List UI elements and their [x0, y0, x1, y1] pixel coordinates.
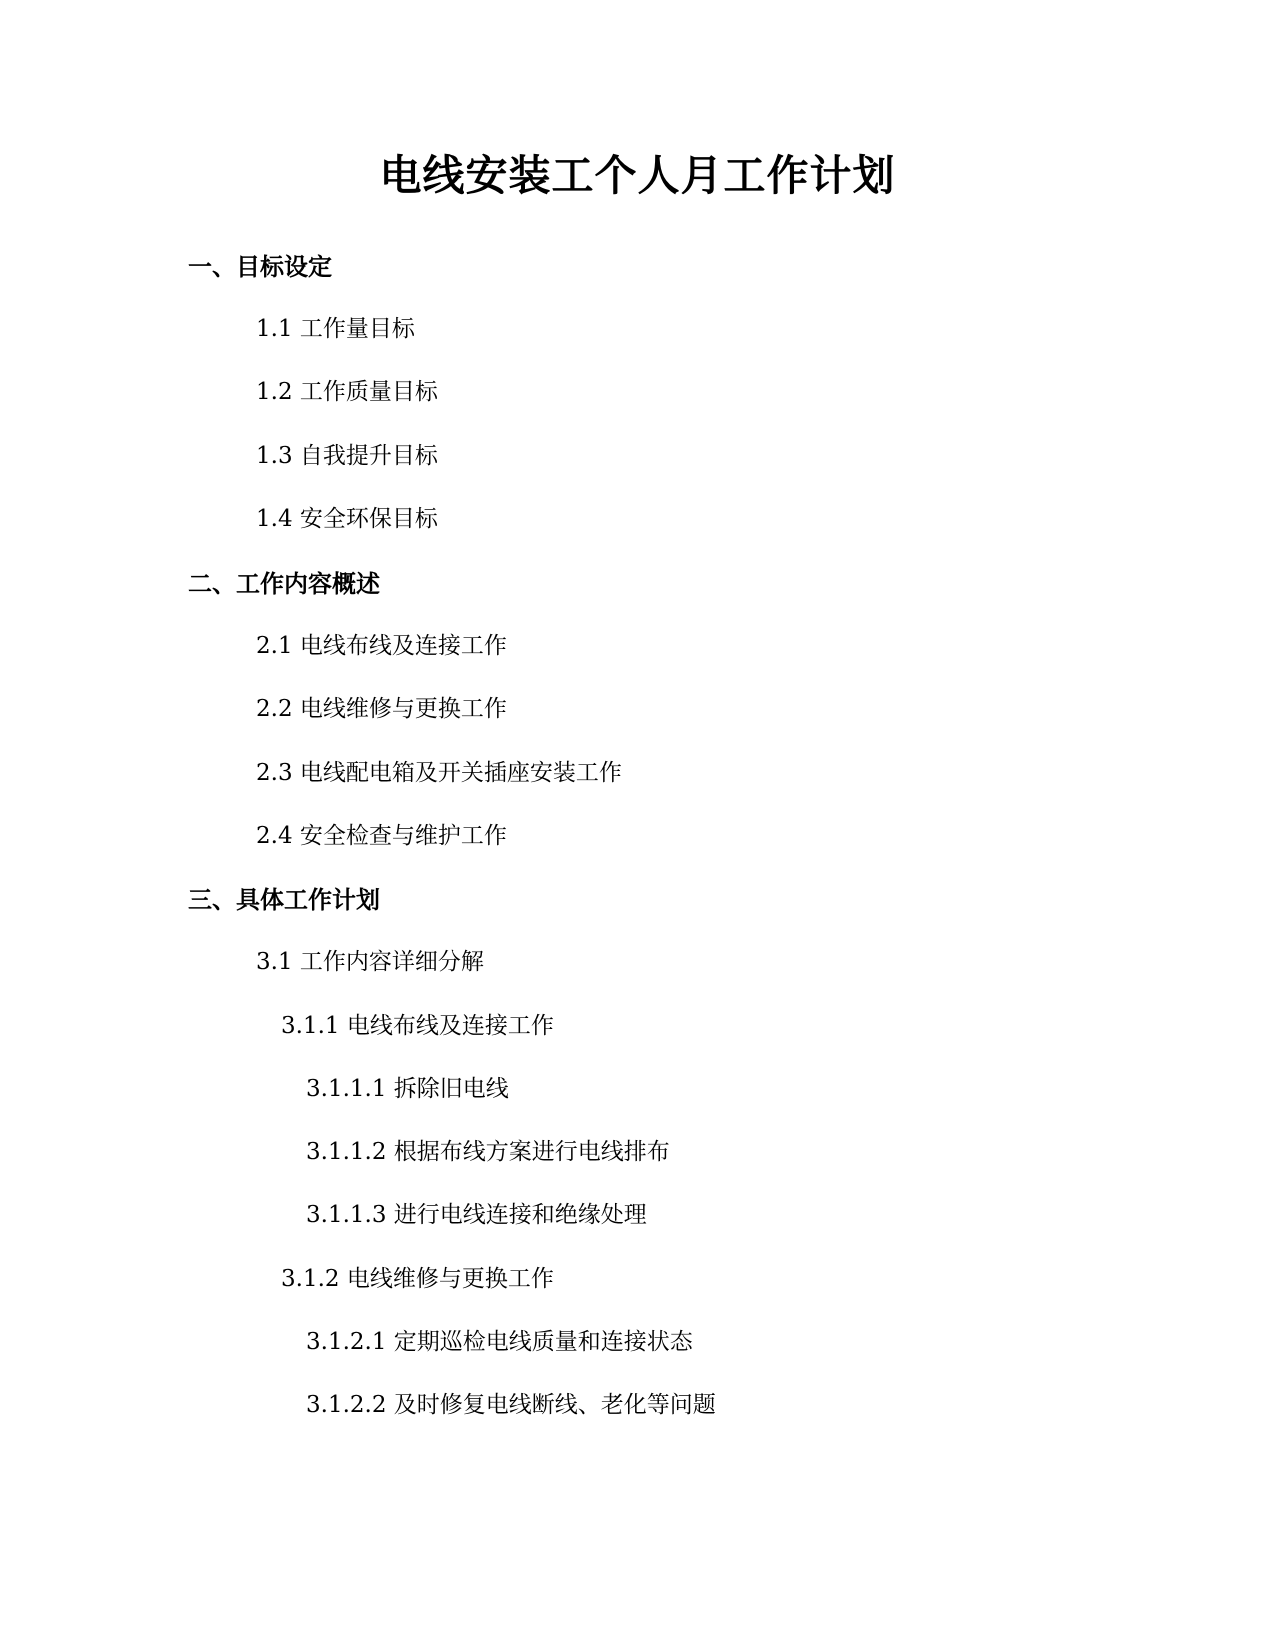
- subsection-item: 3.1 工作内容详细分解: [256, 949, 484, 975]
- section-heading: 二、工作内容概述: [188, 570, 380, 598]
- subsection-item: 2.2 电线维修与更换工作: [256, 696, 507, 722]
- section-heading: 一、目标设定: [188, 253, 332, 281]
- detail-item: 3.1.1.1 拆除旧电线: [306, 1076, 509, 1102]
- section-heading: 三、具体工作计划: [188, 886, 380, 914]
- document-title: 电线安装工个人月工作计划: [379, 151, 896, 200]
- subsection-item: 2.3 电线配电箱及开关插座安装工作: [256, 760, 622, 786]
- sub-subsection-item: 3.1.2 电线维修与更换工作: [281, 1266, 554, 1292]
- detail-item: 3.1.1.2 根据布线方案进行电线排布: [306, 1139, 670, 1165]
- subsection-item: 2.4 安全检查与维护工作: [256, 823, 507, 849]
- subsection-item: 1.3 自我提升目标: [256, 443, 438, 469]
- detail-item: 3.1.1.3 进行电线连接和绝缘处理: [306, 1202, 647, 1228]
- subsection-item: 2.1 电线布线及连接工作: [256, 633, 507, 659]
- detail-item: 3.1.2.2 及时修复电线断线、老化等问题: [306, 1392, 716, 1418]
- subsection-item: 1.1 工作量目标: [256, 316, 415, 342]
- subsection-item: 1.4 安全环保目标: [256, 506, 438, 532]
- detail-item: 3.1.2.1 定期巡检电线质量和连接状态: [306, 1329, 693, 1355]
- sub-subsection-item: 3.1.1 电线布线及连接工作: [281, 1013, 554, 1039]
- subsection-item: 1.2 工作质量目标: [256, 379, 438, 405]
